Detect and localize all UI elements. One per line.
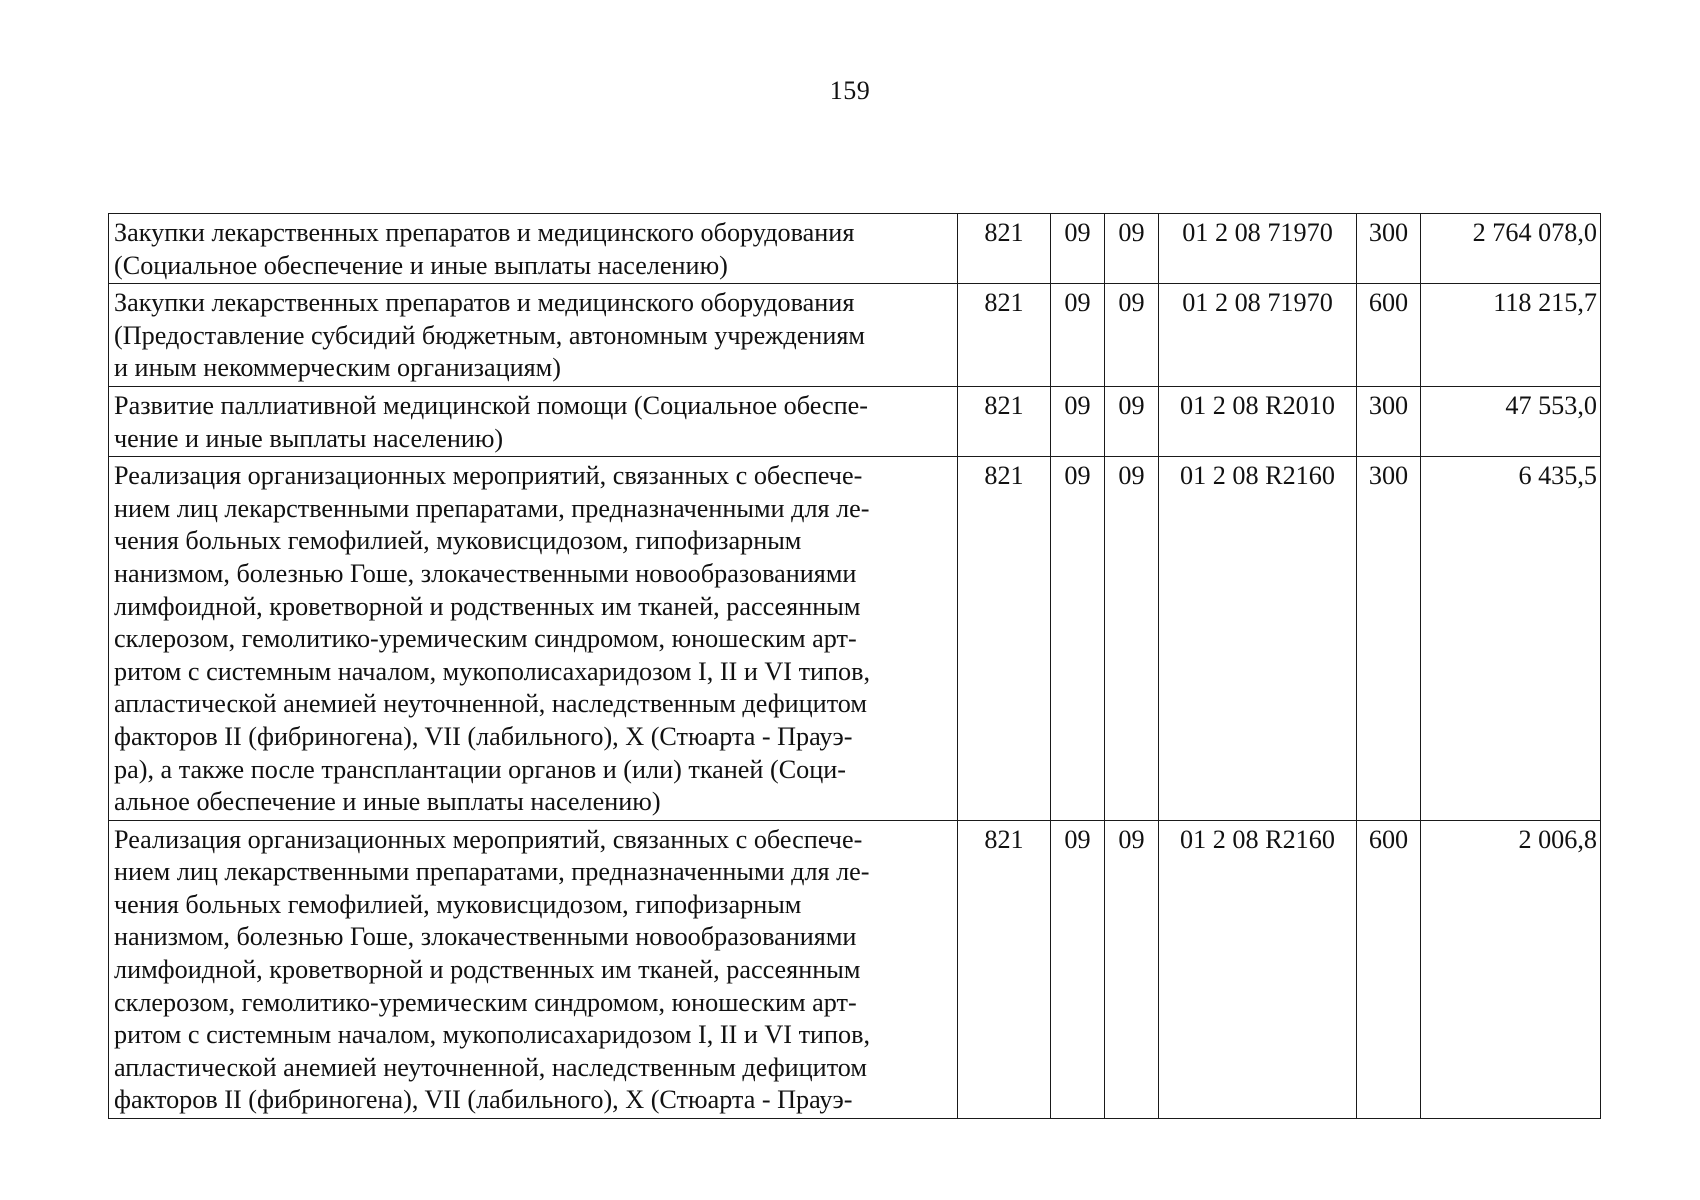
target-article-cell: 01 2 08 71970 bbox=[1159, 214, 1357, 284]
expense-type-cell: 600 bbox=[1357, 284, 1421, 387]
expense-name-line: лимфоидной, кроветворной и родственных им тканей, рассеянным bbox=[114, 955, 861, 985]
expense-name-line: (Предоставление субсидий бюджетным, автономным учреждениям bbox=[114, 320, 865, 350]
expense-name-line: альное обеспечение и иные выплаты населению) bbox=[114, 787, 661, 817]
ministry-code-cell: 821 bbox=[958, 284, 1051, 387]
expense-name-line: чения больных гемофилией, муковисцидозом, гипофизарным bbox=[114, 889, 802, 919]
expense-name-line: апластической анемией неуточненной, наследственным дефицитом bbox=[114, 1052, 867, 1082]
table-row bbox=[109, 820, 1601, 1118]
expense-name-line: чение и иные выплаты населению) bbox=[114, 423, 504, 453]
section-code-cell: 09 bbox=[1051, 214, 1105, 284]
target-article-cell: 01 2 08 R2160 bbox=[1159, 457, 1357, 821]
target-article-cell: 01 2 08 71970 bbox=[1159, 284, 1357, 387]
amount-cell: 6 435,5 bbox=[1421, 457, 1601, 821]
ministry-code-cell: 821 bbox=[958, 386, 1051, 456]
section-code-cell: 09 bbox=[1051, 386, 1105, 456]
expense-name-line: факторов II (фибриногена), VII (лабильного), X (Стюарта - Прауэ- bbox=[114, 721, 853, 751]
expense-type-cell: 300 bbox=[1357, 214, 1421, 284]
subsection-code-cell: 09 bbox=[1105, 386, 1159, 456]
expense-name-line: нанизмом, болезнью Гоше, злокачественными новообразованиями bbox=[114, 922, 857, 952]
expense-name-cell bbox=[109, 284, 958, 387]
ministry-code-cell: 821 bbox=[958, 457, 1051, 821]
expense-name-line: нием лиц лекарственными препаратами, предназначенными для ле- bbox=[114, 493, 870, 523]
subsection-code-cell: 09 bbox=[1105, 214, 1159, 284]
expense-name-line: склерозом, гемолитико-уремическим синдромом, юношеским арт- bbox=[114, 624, 857, 654]
page-number: 159 bbox=[829, 76, 871, 105]
amount-cell: 2 006,8 bbox=[1421, 820, 1601, 1118]
expense-type-cell: 300 bbox=[1357, 386, 1421, 456]
table-row bbox=[109, 386, 1601, 456]
table-row bbox=[109, 214, 1601, 284]
expense-name-line: ритом с системным началом, мукополисахаридозом I, II и VI типов, bbox=[114, 1020, 871, 1050]
subsection-code-cell: 09 bbox=[1105, 457, 1159, 821]
expense-name-line: Закупки лекарственных препаратов и медицинского оборудования bbox=[114, 288, 855, 318]
expense-name-line: (Социальное обеспечение и иные выплаты населению) bbox=[114, 250, 728, 280]
expense-name-cell bbox=[109, 820, 958, 1118]
expense-type-cell: 600 bbox=[1357, 820, 1421, 1118]
expense-name-line: нанизмом, болезнью Гоше, злокачественными новообразованиями bbox=[114, 558, 857, 588]
table-row bbox=[109, 457, 1601, 821]
ministry-code-cell: 821 bbox=[958, 820, 1051, 1118]
expense-name-line: Реализация организационных мероприятий, связанных с обеспече- bbox=[114, 824, 863, 854]
section-code-cell: 09 bbox=[1051, 820, 1105, 1118]
budget-table bbox=[108, 213, 1601, 1119]
expense-name-line: и иным некоммерческим организациям) bbox=[114, 353, 561, 383]
expense-name-line: лимфоидной, кроветворной и родственных им тканей, рассеянным bbox=[114, 591, 861, 621]
section-code-cell: 09 bbox=[1051, 457, 1105, 821]
expense-name-cell bbox=[109, 457, 958, 821]
expense-name-line: апластической анемией неуточненной, наследственным дефицитом bbox=[114, 689, 867, 719]
target-article-cell: 01 2 08 R2160 bbox=[1159, 820, 1357, 1118]
ministry-code-cell: 821 bbox=[958, 214, 1051, 284]
expense-name-cell bbox=[109, 386, 958, 456]
target-article-cell: 01 2 08 R2010 bbox=[1159, 386, 1357, 456]
expense-name-line: ритом с системным началом, мукополисахаридозом I, II и VI типов, bbox=[114, 656, 871, 686]
expense-name-line: ра), а также после трансплантации органов и (или) тканей (Соци- bbox=[114, 754, 847, 784]
expense-name-line: нием лиц лекарственными препаратами, предназначенными для ле- bbox=[114, 857, 870, 887]
expense-name-line: Закупки лекарственных препаратов и медицинского оборудования bbox=[114, 218, 855, 247]
expense-name-line: факторов II (фибриногена), VII (лабильного), X (Стюарта - Прауэ- bbox=[114, 1085, 853, 1115]
section-code-cell: 09 bbox=[1051, 284, 1105, 387]
amount-cell: 118 215,7 bbox=[1421, 284, 1601, 387]
expense-name-line: чения больных гемофилией, муковисцидозом, гипофизарным bbox=[114, 526, 802, 556]
expense-name-line: склерозом, гемолитико-уремическим синдромом, юношеским арт- bbox=[114, 987, 857, 1017]
expense-name-cell bbox=[109, 214, 958, 284]
expense-type-cell: 300 bbox=[1357, 457, 1421, 821]
amount-cell: 2 764 078,0 bbox=[1421, 214, 1601, 284]
expense-name-line: Развитие паллиативной медицинской помощи (Социальное обеспе- bbox=[114, 390, 869, 420]
table-row bbox=[109, 284, 1601, 387]
subsection-code-cell: 09 bbox=[1105, 284, 1159, 387]
expense-name-line: Реализация организационных мероприятий, связанных с обеспече- bbox=[114, 461, 863, 491]
amount-cell: 47 553,0 bbox=[1421, 386, 1601, 456]
subsection-code-cell: 09 bbox=[1105, 820, 1159, 1118]
